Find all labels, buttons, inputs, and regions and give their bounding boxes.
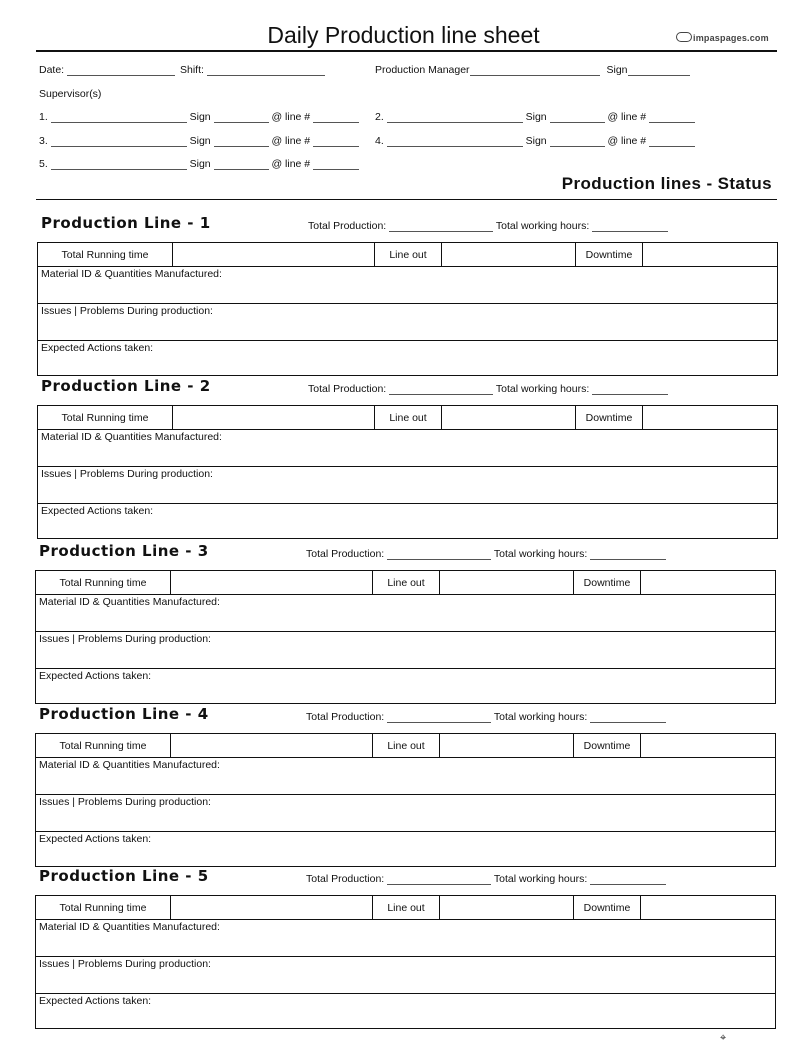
date-label: Date: [39, 64, 65, 76]
downtime-label: Downtime [576, 243, 643, 266]
supervisor-line-label: @ line # [271, 135, 311, 147]
issues-label: Issues | Problems During production: [39, 633, 211, 645]
supervisor-line-blank[interactable] [313, 136, 359, 147]
running-time-input[interactable] [173, 243, 375, 266]
downtime-label: Downtime [574, 571, 641, 594]
manager-sign-label: Sign [606, 64, 628, 76]
total-hours-label: Total working hours: [495, 220, 590, 232]
manager-label: Production Manager [375, 64, 470, 76]
manager-field[interactable] [375, 64, 690, 76]
line-status-table-5 [35, 895, 776, 1029]
material-label: Material ID & Quantities Manufactured: [39, 596, 220, 608]
supervisor-entry[interactable] [39, 158, 359, 170]
supervisor-line-label: @ line # [271, 158, 311, 170]
total-production-field[interactable] [306, 711, 666, 723]
logo-icon [676, 32, 692, 42]
downtime-label: Downtime [576, 406, 643, 429]
issues-label: Issues | Problems During production: [39, 958, 211, 970]
total-production-blank[interactable] [389, 221, 493, 232]
date-blank[interactable] [67, 65, 175, 76]
status-title: Production lines - Status [561, 174, 772, 193]
running-time-input[interactable] [171, 571, 373, 594]
total-hours-label: Total working hours: [493, 711, 588, 723]
site-logo [676, 32, 769, 43]
supervisor-line-label: @ line # [607, 111, 647, 123]
issues-label: Issues | Problems During production: [41, 468, 213, 480]
total-production-field[interactable] [308, 383, 668, 395]
time-row [38, 243, 777, 267]
material-label: Material ID & Quantities Manufactured: [39, 921, 220, 933]
supervisor-line-label: @ line # [271, 111, 311, 123]
line-out-input[interactable] [440, 896, 574, 919]
material-row[interactable] [36, 920, 775, 957]
status-rule [36, 199, 777, 200]
total-production-label: Total Production: [306, 548, 385, 560]
actions-label: Expected Actions taken: [39, 670, 152, 682]
supervisor-entry[interactable] [375, 111, 695, 123]
material-row[interactable] [36, 758, 775, 795]
time-row [36, 734, 775, 758]
issues-row[interactable] [36, 957, 775, 994]
downtime-input[interactable] [641, 896, 775, 919]
line-title-2: Production Line - 2 [41, 377, 211, 395]
actions-label: Expected Actions taken: [39, 995, 152, 1007]
supervisor-line-blank[interactable] [649, 112, 695, 123]
total-hours-blank[interactable] [592, 221, 668, 232]
supervisor-sign-label: Sign [189, 158, 211, 170]
line-out-input[interactable] [440, 734, 574, 757]
total-production-blank[interactable] [387, 874, 491, 885]
line-title-4: Production Line - 4 [39, 705, 209, 723]
total-production-field[interactable] [306, 548, 666, 560]
issues-row[interactable] [38, 304, 777, 341]
line-status-table-1 [37, 242, 778, 376]
total-production-label: Total Production: [308, 383, 387, 395]
line-out-input[interactable] [442, 406, 576, 429]
supervisor-number: 1. [39, 111, 48, 123]
line-out-label: Line out [373, 734, 440, 757]
supervisor-entry[interactable] [39, 135, 359, 147]
actions-label: Expected Actions taken: [41, 342, 154, 354]
supervisor-sign-blank[interactable] [214, 159, 269, 170]
line-out-label: Line out [375, 406, 442, 429]
line-title-1: Production Line - 1 [41, 214, 211, 232]
actions-row[interactable] [38, 504, 777, 540]
shift-field[interactable] [180, 64, 325, 76]
total-hours-label: Total working hours: [493, 873, 588, 885]
supervisor-line-blank[interactable] [313, 159, 359, 170]
downtime-label: Downtime [574, 734, 641, 757]
issues-row[interactable] [36, 632, 775, 669]
issues-label: Issues | Problems During production: [39, 796, 211, 808]
running-time-label: Total Running time [38, 406, 173, 429]
downtime-input[interactable] [643, 406, 777, 429]
supervisor-name-blank[interactable] [51, 159, 187, 170]
supervisor-name-blank[interactable] [51, 136, 187, 147]
supervisor-sign-blank[interactable] [550, 136, 605, 147]
logo-text: impaspages.com [693, 33, 769, 43]
supervisor-number: 5. [39, 158, 48, 170]
running-time-label: Total Running time [36, 571, 171, 594]
page-title: Daily Production line sheet [267, 22, 540, 48]
issues-label: Issues | Problems During production: [41, 305, 213, 317]
supervisor-line-label: @ line # [607, 135, 647, 147]
total-hours-label: Total working hours: [495, 383, 590, 395]
supervisor-name-blank[interactable] [51, 112, 187, 123]
line-status-table-3 [35, 570, 776, 704]
supervisor-number: 3. [39, 135, 48, 147]
line-title-5: Production Line - 5 [39, 867, 209, 885]
material-label: Material ID & Quantities Manufactured: [41, 268, 222, 280]
time-row [38, 406, 777, 430]
running-time-label: Total Running time [38, 243, 173, 266]
material-label: Material ID & Quantities Manufactured: [41, 431, 222, 443]
running-time-input[interactable] [171, 896, 373, 919]
shift-blank[interactable] [207, 65, 325, 76]
total-production-blank[interactable] [387, 549, 491, 560]
total-hours-blank[interactable] [590, 712, 666, 723]
total-production-blank[interactable] [389, 384, 493, 395]
material-row[interactable] [38, 267, 777, 304]
running-time-label: Total Running time [36, 896, 171, 919]
line-status-table-4 [35, 733, 776, 867]
supervisor-sign-blank[interactable] [214, 112, 269, 123]
supervisor-sign-label: Sign [525, 111, 547, 123]
running-time-input[interactable] [173, 406, 375, 429]
issues-row[interactable] [38, 467, 777, 504]
supervisor-sign-blank[interactable] [550, 112, 605, 123]
footer-mark-icon: ⌖ [720, 1032, 727, 1044]
time-row [36, 896, 775, 920]
manager-sign-blank[interactable] [628, 65, 690, 76]
supervisor-sign-blank[interactable] [214, 136, 269, 147]
supervisor-line-blank[interactable] [649, 136, 695, 147]
total-production-blank[interactable] [387, 712, 491, 723]
total-hours-blank[interactable] [592, 384, 668, 395]
running-time-input[interactable] [171, 734, 373, 757]
supervisor-sign-label: Sign [525, 135, 547, 147]
actions-row[interactable] [36, 994, 775, 1030]
actions-label: Expected Actions taken: [39, 833, 152, 845]
supervisor-sign-label: Sign [189, 135, 211, 147]
total-hours-label: Total working hours: [493, 548, 588, 560]
total-production-field[interactable] [306, 873, 666, 885]
supervisor-line-blank[interactable] [313, 112, 359, 123]
supervisor-name-blank[interactable] [387, 112, 523, 123]
total-hours-blank[interactable] [590, 549, 666, 560]
supervisor-number: 4. [375, 135, 384, 147]
supervisor-name-blank[interactable] [387, 136, 523, 147]
line-out-input[interactable] [442, 243, 576, 266]
date-field[interactable] [39, 64, 175, 76]
supervisor-entry[interactable] [39, 111, 359, 123]
total-production-label: Total Production: [306, 873, 385, 885]
issues-row[interactable] [36, 795, 775, 832]
shift-label: Shift: [180, 64, 204, 76]
material-label: Material ID & Quantities Manufactured: [39, 759, 220, 771]
line-status-table-2 [37, 405, 778, 539]
line-out-label: Line out [373, 571, 440, 594]
downtime-input[interactable] [641, 571, 775, 594]
total-production-label: Total Production: [306, 711, 385, 723]
material-row[interactable] [36, 595, 775, 632]
actions-row[interactable] [36, 832, 775, 868]
header-rule [36, 50, 777, 52]
line-out-input[interactable] [440, 571, 574, 594]
downtime-input[interactable] [643, 243, 777, 266]
manager-blank[interactable] [470, 65, 600, 76]
supervisor-sign-label: Sign [189, 111, 211, 123]
downtime-label: Downtime [574, 896, 641, 919]
running-time-label: Total Running time [36, 734, 171, 757]
supervisor-entry[interactable] [375, 135, 695, 147]
total-hours-blank[interactable] [590, 874, 666, 885]
supervisors-label: Supervisor(s) [39, 88, 102, 100]
total-production-label: Total Production: [308, 220, 387, 232]
time-row [36, 571, 775, 595]
actions-row[interactable] [38, 341, 777, 377]
downtime-input[interactable] [641, 734, 775, 757]
line-title-3: Production Line - 3 [39, 542, 209, 560]
actions-row[interactable] [36, 669, 775, 705]
supervisor-number: 2. [375, 111, 384, 123]
line-out-label: Line out [373, 896, 440, 919]
actions-label: Expected Actions taken: [41, 505, 154, 517]
line-out-label: Line out [375, 243, 442, 266]
total-production-field[interactable] [308, 220, 668, 232]
material-row[interactable] [38, 430, 777, 467]
